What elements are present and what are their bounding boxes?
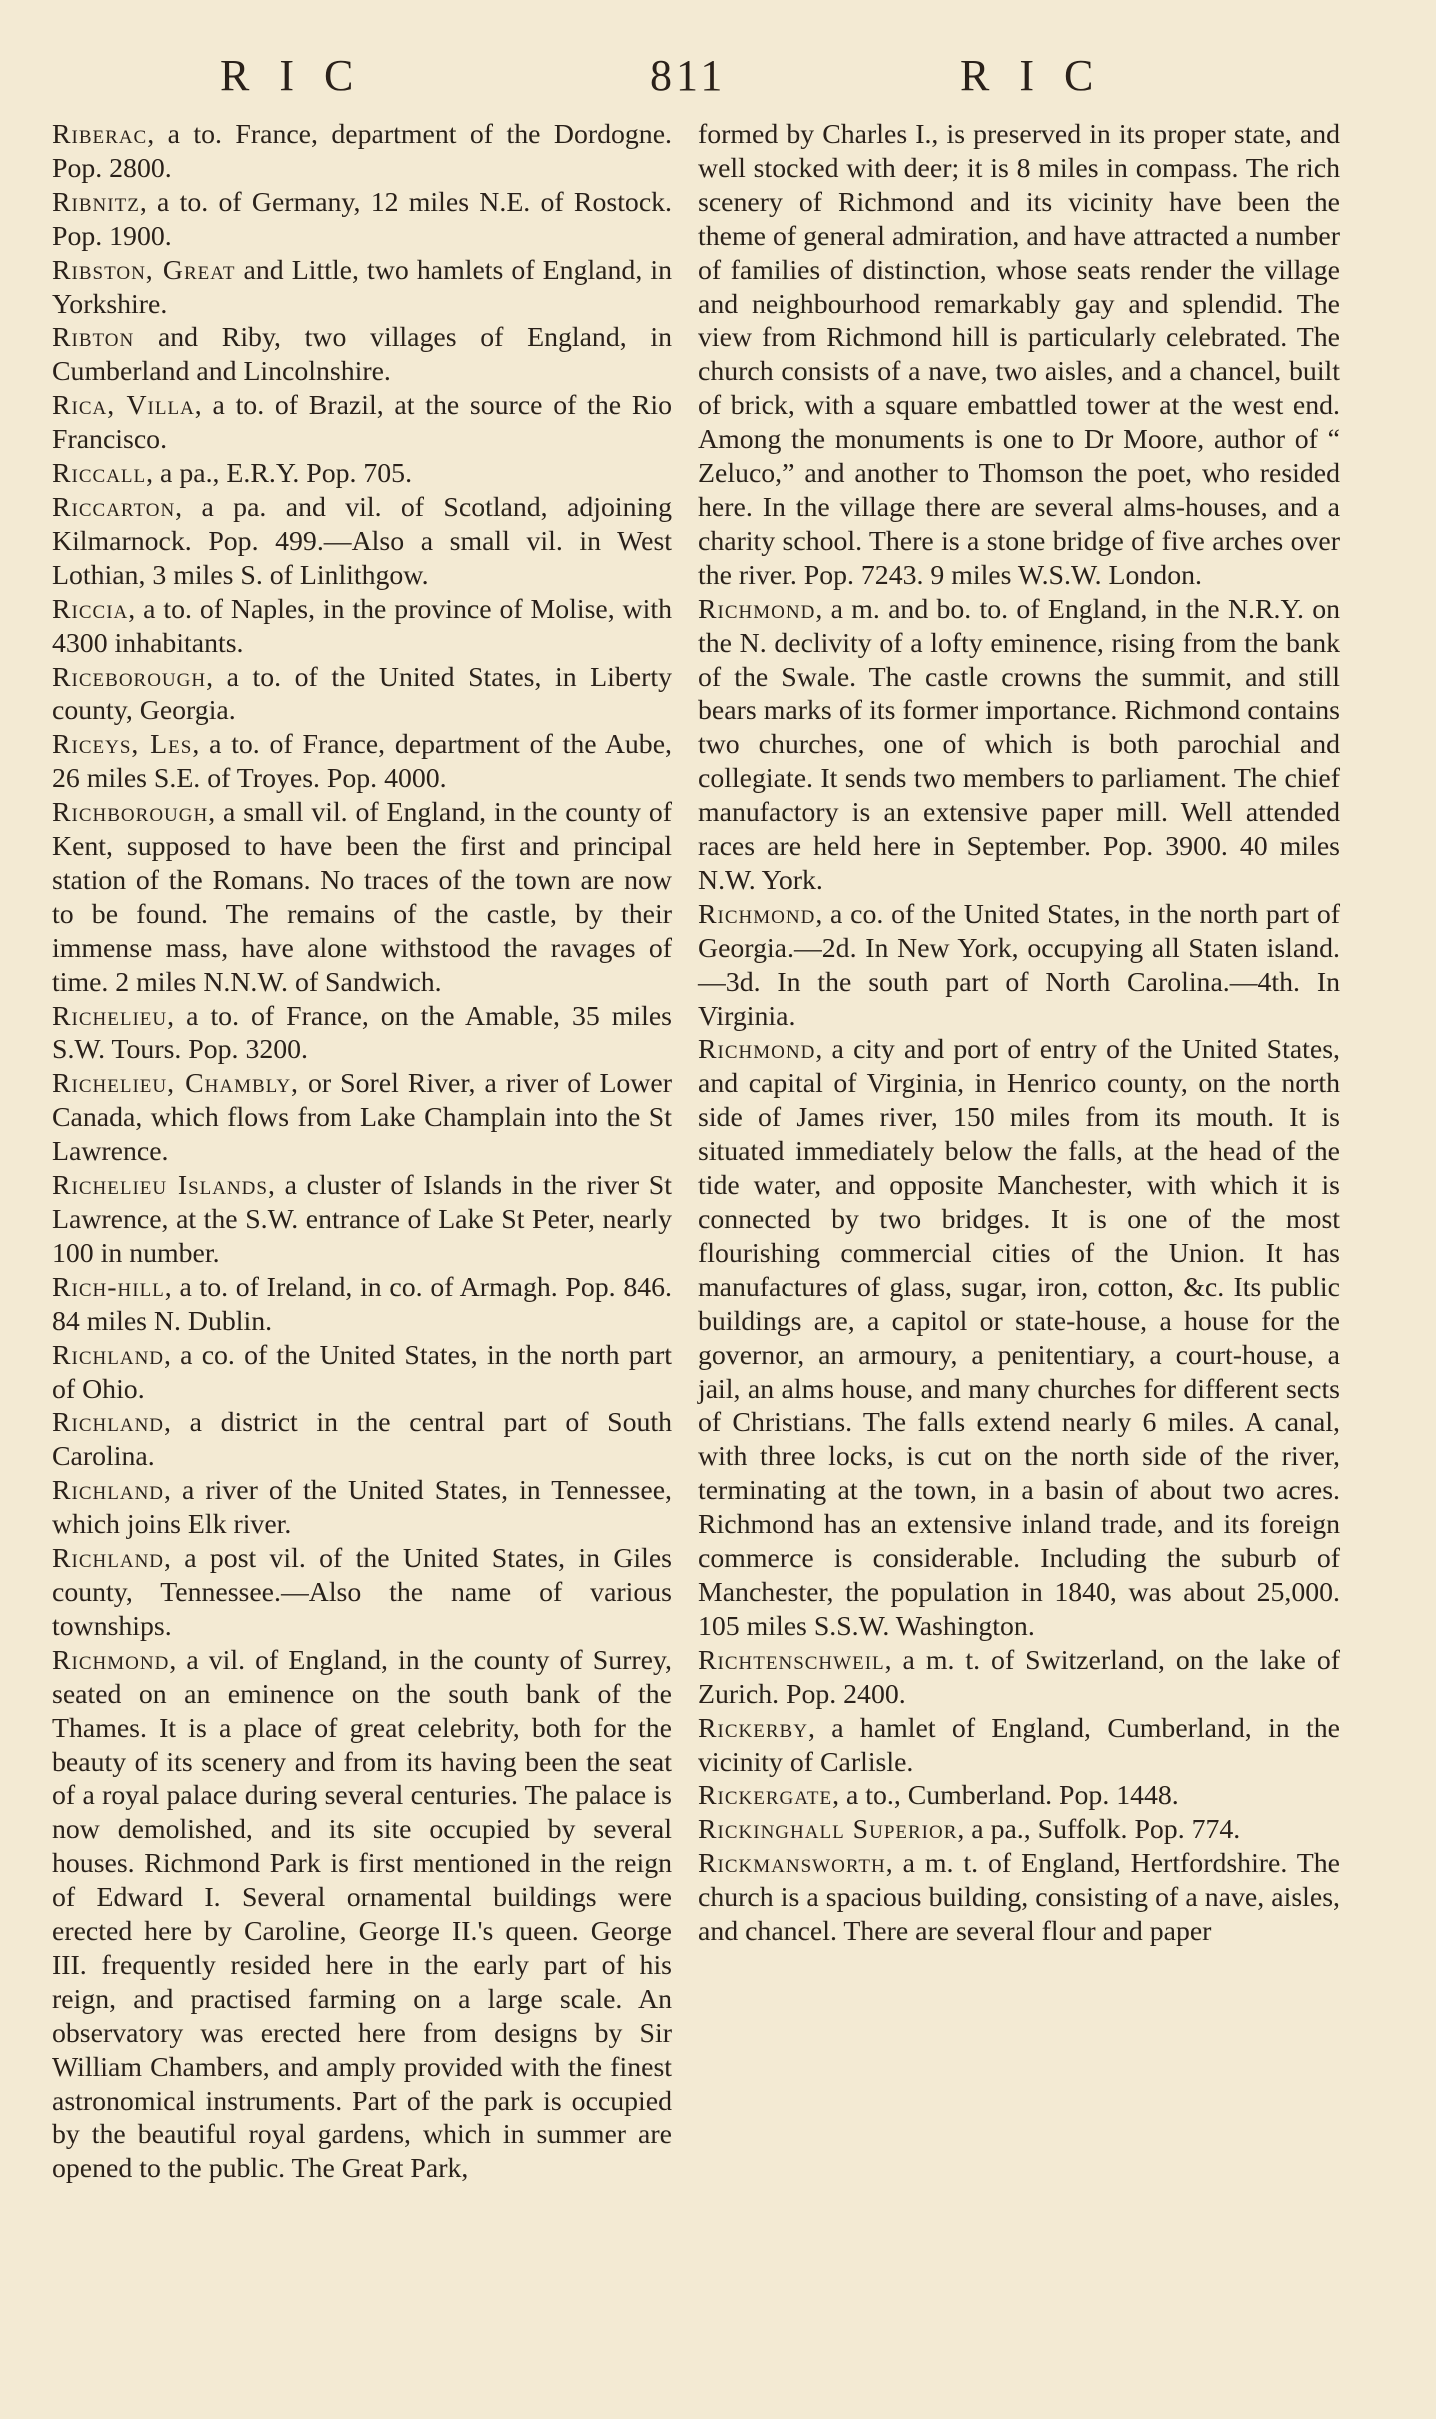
entry-text: , a co. of the United States, in the north part of Ohio. (52, 1339, 672, 1405)
entry-text: , a cluster of Islands in the river St Lawrence, at the S.W. entrance of Lake St Peter, nearly 100 in number. (52, 1170, 672, 1269)
entry-text: , a to. of Ireland, in co. of Armagh. Pop. 846. 84 miles N. Dublin. (52, 1271, 672, 1337)
entry-text: , a hamlet of England, Cumberland, in the vicinity of Carlisle. (698, 1712, 1340, 1778)
entry-text: and Little, two hamlets of England, in Yorkshire. (52, 254, 672, 320)
dictionary-entry (698, 593, 1340, 898)
dictionary-entry (698, 1847, 1340, 1949)
dictionary-entry (52, 118, 672, 186)
entry-headword: Riccarton (52, 491, 176, 523)
entry-headword: Rickerby (698, 1712, 808, 1744)
dictionary-entry (52, 728, 672, 796)
dictionary-entry (52, 1339, 672, 1407)
entry-headword: Rickergate (698, 1780, 833, 1812)
entry-headword: Richelieu, Chambly, (52, 1068, 300, 1100)
dictionary-entry (52, 1067, 672, 1169)
entry-headword: Richelieu Islands (52, 1170, 268, 1202)
entry-text: , a vil. of England, in the county of Surrey, seated on an eminence on the south bank of the Thames. It is a place of great celebrity, both for the beauty of its scenery and from its having been the seat of a royal palace during several centuries. The palace is now demolished, and its site occupied by several houses. Richmond Park is first mentioned in the reign of Edward I. Several ornamental buildings were erected here by Caroline, George II.'s queen. George III. frequently resided here in the early part of his reign, and practised farming on a large scale. An observatory was erected here from designs by Sir William Chambers, and amply provided with the finest astronomical instruments. Part of the park is occupied by the beautiful royal gardens, which in summer are opened to the public. The Great Park, (52, 1644, 672, 2185)
entry-text: and Riby, two villages of England, in Cumberland and Lincolnshire. (52, 322, 672, 388)
entry-text: , a to. France, department of the Dordogne. Pop. 2800. (52, 119, 672, 184)
entry-headword: Richelieu (52, 1000, 168, 1032)
dictionary-entry (698, 118, 1340, 593)
dictionary-entry (52, 491, 672, 593)
page-number: 811 (650, 51, 727, 100)
dictionary-entry (52, 457, 672, 491)
entry-text: , a pa., Suffolk. Pop. 774. (957, 1814, 1241, 1846)
dictionary-entry (52, 321, 672, 389)
running-header (50, 50, 1386, 110)
entry-text: , a co. of the United States, in the north part of Georgia.—2d. In New York, occupying all Staten island.—3d. In the south part of North Carolina.—4th. In Virginia. (698, 898, 1340, 1032)
entry-text: , a to. of Brazil, at the source of the Rio Francisco. (52, 390, 672, 456)
dictionary-entry (698, 1712, 1340, 1780)
dictionary-entry (52, 796, 672, 999)
header-right: RIC (960, 51, 1124, 100)
entry-text: , a pa. and vil. of Scotland, adjoining Kilmarnock. Pop. 499.—Also a small vil. in West Lothian, 3 miles S. of Linlithgow. (52, 491, 672, 591)
entry-text: , a to. of France, department of the Aube, 26 miles S.E. of Troyes. Pop. 4000. (52, 729, 672, 795)
entry-headword: Richtenschweil (698, 1644, 885, 1676)
dictionary-entry (52, 1644, 672, 2187)
entry-headword: Rickmansworth (698, 1848, 886, 1880)
entry-text: or Sorel River, a river of Lower Canada, which flows from Lake Champlain into the St Lawrence. (52, 1068, 673, 1168)
entry-headword: Rickinghall Superior (698, 1814, 958, 1846)
entry-text: , a small vil. of England, in the county of Kent, supposed to have been the first and principal station of the Romans. No traces of the town are now to be found. The remains of the castle, by their immense mass, have alone withstood the ravages of time. 2 miles N.N.W. of Sandwich. (52, 797, 672, 998)
entry-headword: Richland (52, 1407, 165, 1439)
entry-text: , a to. of France, on the Amable, 35 miles S.W. Tours. Pop. 3200. (52, 1000, 672, 1066)
entry-text: , a to. of Germany, 12 miles N.E. of Rostock. Pop. 1900. (52, 186, 672, 252)
dictionary-entry (698, 1813, 1340, 1847)
entry-text: , a to., Cumberland. Pop. 1448. (832, 1780, 1179, 1812)
dictionary-entry (52, 1406, 672, 1474)
left-column (52, 118, 672, 2186)
entry-headword: Richmond (698, 593, 816, 625)
entry-headword: Riceborough (52, 661, 207, 693)
dictionary-entry (52, 1474, 672, 1542)
entry-text: formed by Charles I., is preserved in its proper state, and well stocked with deer; it is 8 miles in compass. The rich scenery of Richmond and its vicinity have been the theme of general admiration, and have attracted a number of families of distinction, whose seats render the village and neighbourhood remarkably gay and splendid. The view from Richmond hill is particularly celebrated. The church consists of a nave, two aisles, and a chancel, built of brick, with a square embattled tower at the west end. Among the monuments is one to Dr Moore, author of “ Zeluco,” and another to Thomson the poet, who resided here. In the village there are several alms-houses, and a charity school. There is a stone bridge of five arches over the river. Pop. 7243. 9 miles W.S.W. London. (698, 119, 1340, 591)
entry-headword: Rica, Villa (52, 390, 195, 422)
entry-text: , a post vil. of the United States, in Giles county, Tennessee.—Also the name of various townships. (52, 1543, 672, 1642)
entry-headword: Riccia (52, 593, 129, 625)
entry-text: , a m. and bo. to. of England, in the N.R.Y. on the N. declivity of a lofty eminence, rising from the bank of the Swale. The castle crowns the summit, and still bears marks of its former importance. Richmond contains two churches, one of which is both parochial and collegiate. It sends two members to parliament. The chief manufactory is an extensive paper mill. Well attended races are held here in September. Pop. 3900. 40 miles N.W. York. (698, 593, 1340, 896)
dictionary-entry (52, 254, 672, 322)
entry-text: , a city and port of entry of the United States, and capital of Virginia, in Henrico county, on the north side of James river, 150 miles from its mouth. It is situated immediately below the falls, at the head of the tide water, and opposite Manchester, with which it is connected by two bridges. It is one of the most flourishing commercial cities of the Union. It has manufactures of glass, sugar, iron, cotton, &c. Its public buildings are, a capitol or state-house, a house for the governor, an armoury, a penitentiary, a court-house, a jail, an alms house, and many churches for different sects of Christians. The falls extend nearly 6 miles. A canal, with three locks, is cut on the north side of the river, terminating at the town, in a basin of about two acres. Richmond has an extensive inland trade, and its foreign commerce is considerable. Including the suburb of Manchester, the population in 1840, was about 25,000. 105 miles S.S.W. Washington. (698, 1034, 1340, 1642)
entry-headword: Ribston, Great (52, 254, 236, 286)
entry-headword: Ribnitz (52, 186, 140, 218)
entry-headword: Riberac (52, 119, 148, 150)
entry-text: , a to. of the United States, in Liberty county, Georgia. (52, 661, 672, 727)
dictionary-entry (52, 389, 672, 457)
dictionary-entry (698, 1644, 1340, 1712)
entry-headword: Ribton (52, 322, 135, 354)
entry-headword: Richborough (52, 797, 209, 829)
entry-headword: Richland (52, 1543, 165, 1575)
entry-headword: Richland (52, 1339, 165, 1371)
entry-text: , a to. of Naples, in the province of Molise, with 4300 inhabitants. (52, 593, 672, 659)
dictionary-entry (52, 186, 672, 254)
entry-headword: Richmond (698, 898, 816, 930)
entry-text: , a district in the central part of South Carolina. (52, 1407, 672, 1473)
dictionary-entry (698, 898, 1340, 1034)
right-column (698, 118, 1340, 1949)
entry-headword: Richmond (698, 1034, 816, 1066)
dictionary-entry (52, 1000, 672, 1068)
entry-text: , a m. t. of Switzerland, on the lake of Zurich. Pop. 2400. (698, 1644, 1340, 1710)
entry-headword: Richland (52, 1475, 165, 1507)
entry-text: , a river of the United States, in Tennessee, which joins Elk river. (52, 1475, 672, 1541)
entry-text: , a m. t. of England, Hertfordshire. The church is a spacious building, consisting of a nave, aisles, and chancel. There are several flour and paper (698, 1848, 1340, 1948)
entry-headword: Rich-hill (52, 1271, 165, 1303)
dictionary-entry (52, 1542, 672, 1644)
entry-headword: Riccall (52, 458, 147, 490)
entry-headword: Richmond (52, 1644, 170, 1676)
dictionary-entry (698, 1779, 1340, 1813)
dictionary-entry (52, 593, 672, 661)
dictionary-entry (52, 1169, 672, 1271)
dictionary-entry (52, 1271, 672, 1339)
header-left: RIC (220, 51, 384, 100)
entry-text: , a pa., E.R.Y. Pop. 705. (146, 458, 413, 490)
dictionary-entry (52, 661, 672, 729)
dictionary-entry (698, 1033, 1340, 1643)
entry-headword: Riceys, Les (52, 729, 193, 761)
